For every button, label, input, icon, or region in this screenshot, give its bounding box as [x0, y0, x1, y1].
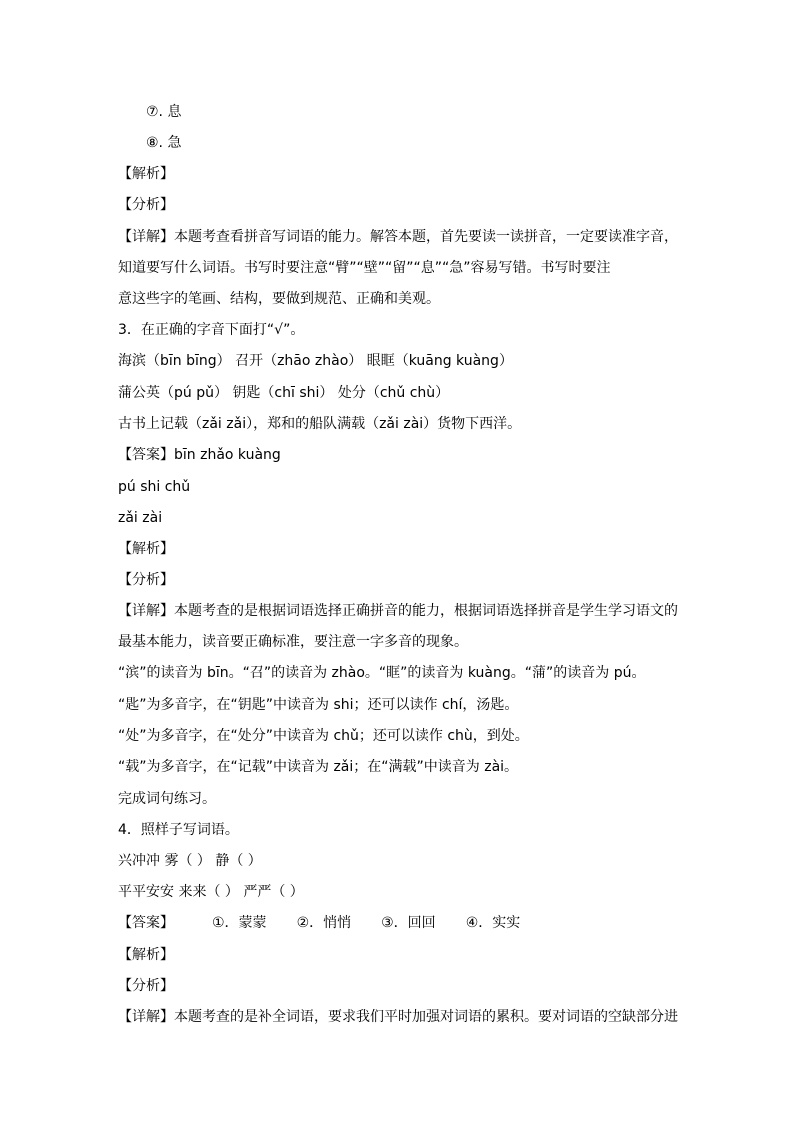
- detail-paragraph-line: “滨”的读音为 bīn。“召”的读音为 zhào。“眶”的读音为 kuàng。“蒲”的读音为 pú。: [118, 665, 646, 681]
- answer-option: ④．实实: [465, 915, 521, 931]
- question-3-row: 蒲公英（pú pǔ） 钥匙（chī shi） 处分（chǔ chù）: [118, 385, 450, 401]
- detail-paragraph-line: 【详解】本题考查的是根据词语选择正确拼音的能力，根据词语选择拼音是学生学习语文的: [118, 603, 678, 619]
- answer-option: ③．回回: [381, 915, 436, 931]
- detail-paragraph-line: 知道要写什么词语。书写时要注意“臂”“壁”“留”“息”“急”容易写错。书写时要注: [118, 260, 611, 276]
- answer-item-8: ⑧. 急: [146, 135, 182, 151]
- detail-paragraph-line: “处”为多音字，在“处分”中读音为 chǔ；还可以读作 chù，到处。: [118, 728, 529, 744]
- question-3-title: 3．在正确的字音下面打“√”。: [118, 322, 305, 338]
- section-analysis-heading: 【解析】: [118, 947, 174, 963]
- answer-3-line: zǎi zài: [118, 510, 163, 526]
- question-3-row: 古书上记载（zǎi zǎi），郑和的船队满载（zǎi zài）货物下西洋。: [118, 416, 522, 432]
- detail-paragraph-line: “匙”为多音字，在“钥匙”中读音为 shi；还可以读作 chí，汤匙。: [118, 697, 519, 713]
- detail-paragraph-line: 最基本能力，读音要正确标准，要注意一字多音的现象。: [118, 634, 468, 650]
- detail-paragraph-line: 意这些字的笔画、结构，要做到规范、正确和美观。: [118, 291, 440, 307]
- detail-paragraph-line: 【详解】本题考查看拼音写词语的能力。解答本题，首先要读一读拼音，一定要读准字音，: [118, 229, 678, 245]
- answer-3-line: 【答案】bīn zhǎo kuàng: [118, 447, 281, 463]
- section-fenxi-heading: 【分析】: [118, 197, 174, 213]
- answer-option: ②．悄悄: [296, 915, 352, 931]
- section-fenxi-heading: 【分析】: [118, 572, 174, 588]
- detail-paragraph-line: 【详解】本题考查的是补全词语，要求我们平时加强对词语的累积。要对词语的空缺部分进: [118, 1009, 678, 1025]
- section-analysis-heading: 【解析】: [118, 166, 174, 182]
- question-4-row: 平平安安 来来（ ） 严严（ ）: [118, 884, 304, 900]
- answer-4-line: [118, 912, 678, 934]
- answer-label: 【答案】: [118, 915, 174, 931]
- detail-paragraph-line: “载”为多音字，在“记载”中读音为 zǎi；在“满载”中读音为 zài。: [118, 759, 519, 775]
- question-4-row: 兴冲冲 雾（ ） 静（ ）: [118, 853, 262, 869]
- question-4-title: 4．照样子写词语。: [118, 822, 239, 838]
- answer-3-line: pú shi chǔ: [118, 479, 191, 495]
- answer-option: ①．蒙蒙: [212, 915, 267, 931]
- detail-paragraph-line: 完成词句练习。: [118, 791, 216, 807]
- section-fenxi-heading: 【分析】: [118, 978, 174, 994]
- answer-item-7: ⑦. 息: [146, 104, 182, 120]
- section-analysis-heading: 【解析】: [118, 541, 174, 557]
- question-3-row: 海滨（bīn bīng） 召开（zhāo zhào） 眼眶（kuāng kuàng）: [118, 353, 513, 369]
